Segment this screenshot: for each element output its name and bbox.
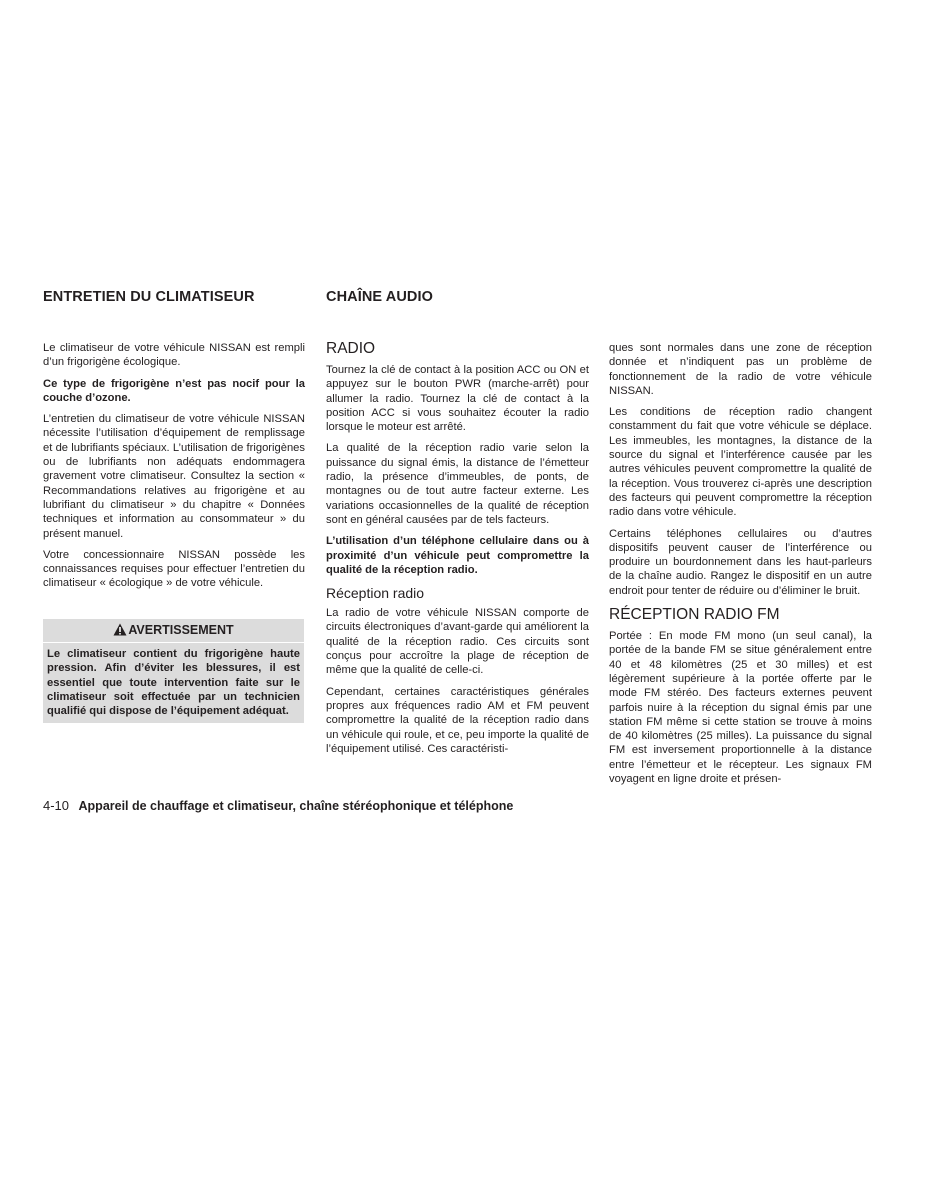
page-footer xyxy=(43,798,513,813)
paragraph: Le climatiseur de votre véhicule NISSAN est rempli d’un frigorigène écologique. xyxy=(43,342,305,369)
warning-triangle-icon xyxy=(113,623,127,636)
section-title-chaine-audio: CHAÎNE AUDIO xyxy=(326,289,433,305)
column-right-text xyxy=(609,341,872,793)
paragraph-bold: L’utilisation d’un téléphone cellulaire dans ou à proximité d’un véhicule peut compromettre la qualité de la réception radio. xyxy=(326,535,589,576)
subheading-radio: RADIO xyxy=(326,340,376,357)
paragraph: Votre concessionnaire NISSAN possède les connaissances requises pour effectuer l’entretien du climatiseur « écologique » de votre véhicule. xyxy=(43,548,305,590)
paragraph: Cependant, certaines caractéristiques générales propres aux fréquences radio AM et FM peuvent compromettre la qualité de la réception radio dans un véhicule qui roule, et ce, peu importe la qualité de l’équipement utilisé. Ces caractéristi- xyxy=(326,685,589,755)
paragraph: Portée : En mode FM mono (un seul canal), la portée de la bande FM se situe généralement entre 40 et 48 kilomètres (25 et 30 milles) et est légèrement supérieure à la portée offerte par le mode FM stéréo. Des facteurs externes peuvent parfois nuire à la réception du signal émis par une station FM même si cette station se trouve à moins de 40 kilomètres (25 milles). La puissance du signal FM est inversement proportionnelle à la distance entre l’émetteur et le récepteur. Les signaux FM voyagent en ligne droite et présen- xyxy=(609,630,872,786)
warning-box xyxy=(43,619,304,723)
paragraph: L’entretien du climatiseur de votre véhicule NISSAN nécessite l’utilisation d’équipement de remplissage et de lubrifiants spéciaux. L’utilisation de frigorigènes ou de lubrifiants non adéquats endommagera gravement votre climatiseur. Consultez la section « Recommandations relatives au frigorigène et au lubrifiant du climatiseur » du chapitre « Données techniques et information au consommateur » du présent manuel. xyxy=(43,413,305,540)
paragraph: Les conditions de réception radio changent constamment du fait que votre véhicule se déplace. Les immeubles, les montagnes, la distance de la source du signal et l’interférence causée par les autres véhicules peuvent compromettre la qualité de la réception. Vous trouverez ci-après une description des facteurs qui peuvent compromettre la réception radio dans votre véhicule. xyxy=(609,406,872,519)
paragraph: La qualité de la réception radio varie selon la puissance du signal émis, la distance de l’émetteur radio, la présence d’immeubles, de ponts, de montagnes ou de tout autre facteur externe. Les variations occasionnelles de la qualité de réception sont en général causées par de tels facteurs. xyxy=(326,442,589,526)
paragraph: ques sont normales dans une zone de réception donnée et n’indiquent pas un problème de fonctionnement de la radio de votre véhicule NISSAN. xyxy=(609,342,872,397)
paragraph: La radio de votre véhicule NISSAN comporte de circuits électroniques d’avant-garde qui améliorent la qualité de la réception radio. Ces circuits sont conçus pour accroître la plage de réception de même que la qualité de celle-ci. xyxy=(326,607,589,677)
warning-header xyxy=(43,619,304,643)
subheading-reception-fm: RÉCEPTION RADIO FM xyxy=(609,606,780,624)
paragraph-bold: Ce type de frigorigène n’est pas nocif pour la couche d’ozone. xyxy=(43,377,305,404)
paragraph: Certains téléphones cellulaires ou d’autres dispositifs peuvent causer de l’interférence ou produire un bourdonnement dans les haut-parleurs de la chaîne audio. Rangez le dispositif en un autre endroit pour tenter de réduire ou d’éliminer le bruit. xyxy=(609,527,872,597)
warning-title: AVERTISSEMENT xyxy=(128,623,234,637)
section-title-climatiseur: ENTRETIEN DU CLIMATISEUR xyxy=(43,289,255,305)
column-middle-text xyxy=(326,339,589,763)
warning-text: Le climatiseur contient du frigorigène haute pression. Afin d’éviter les blessures, il est essentiel que toute intervention faite sur le climatiseur soit effectuée par un technicien qualifié qui dispose de l’équipement adéquat. xyxy=(47,648,300,718)
chapter-title: Appareil de chauffage et climatiseur, chaîne stéréophonique et téléphone xyxy=(78,799,514,813)
page-number: 4-10 xyxy=(43,798,70,813)
column-left-text xyxy=(43,341,305,598)
subheading-reception-radio: Réception radio xyxy=(326,585,425,602)
paragraph: Tournez la clé de contact à la position ACC ou ON et appuyez sur le bouton PWR (marche-arrêt) pour allumer la radio. Tournez la clé de contact à la position ACC si vous souhaitez écouter la radio lorsque le moteur est arrêté. xyxy=(326,364,589,434)
